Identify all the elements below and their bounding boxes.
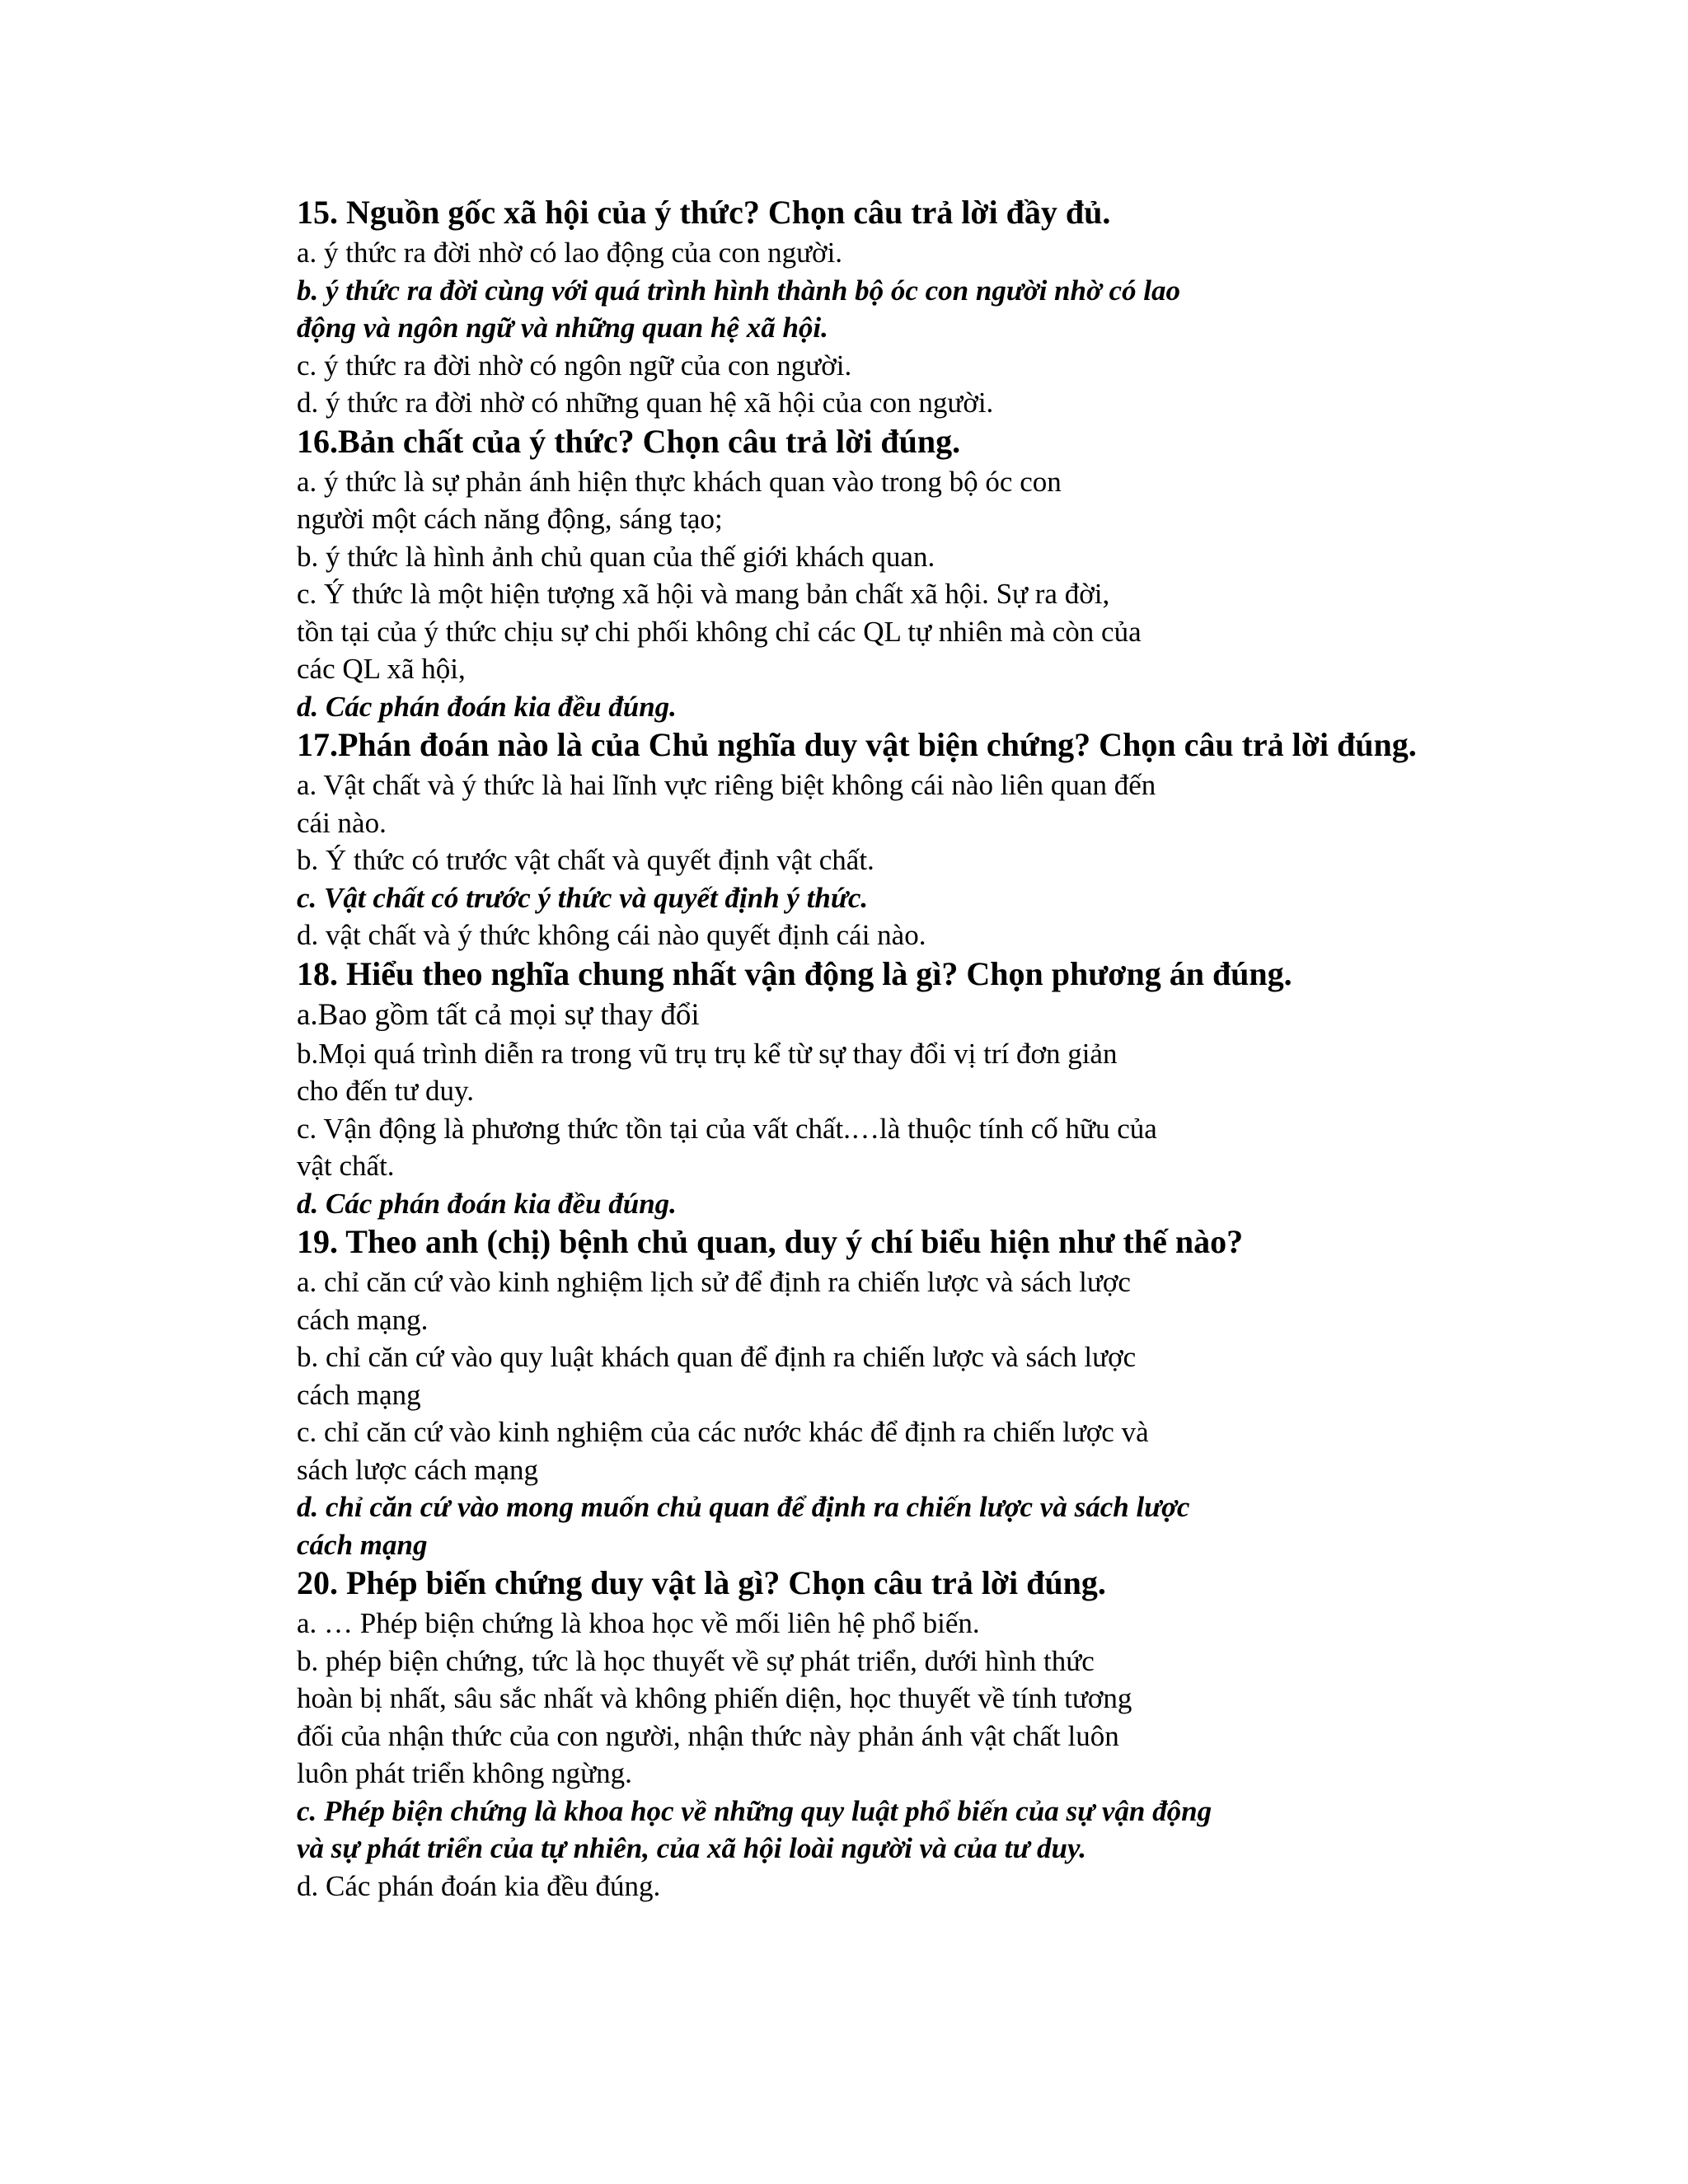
question-17: [297, 725, 1418, 954]
option-text-line: luôn phát triển không ngừng.: [297, 1757, 632, 1789]
answer-option: [297, 1643, 1418, 1793]
option-text-line: b. chỉ căn cứ vào quy luật khách quan để định ra chiến lược và sách lược: [297, 1341, 1137, 1373]
answer-option: [297, 384, 1418, 422]
answer-option-correct: [297, 272, 1418, 347]
option-text-line: cách mạng: [297, 1528, 428, 1561]
answer-option: [297, 916, 1418, 954]
option-text-line: hoàn bị nhất, sâu sắc nhất và không phiến diện, học thuyết về tính tương: [297, 1682, 1132, 1714]
option-text-line: d. vật chất và ý thức không cái nào quyết định cái nào.: [297, 919, 926, 951]
answer-option: [297, 841, 1418, 879]
question-20: [297, 1563, 1418, 1905]
answer-option-correct: [297, 688, 1418, 726]
option-text-line: vật chất.: [297, 1150, 395, 1182]
question-title: 18. Hiểu theo nghĩa chung nhất vận động là gì? Chọn phương án đúng.: [297, 954, 1292, 992]
question-16: [297, 422, 1418, 726]
option-text-line: cho đến tư duy.: [297, 1075, 474, 1107]
option-text-line: b. phép biện chứng, tức là học thuyết về sự phát triển, dưới hình thức: [297, 1644, 1095, 1677]
option-text-line: d. Các phán đoán kia đều đúng.: [297, 1187, 677, 1220]
option-text-line: d. chỉ căn cứ vào mong muốn chủ quan để định ra chiến lược và sách lược: [297, 1491, 1190, 1523]
answer-option: [297, 1263, 1418, 1338]
option-text-line: tồn tại của ý thức chịu sự chi phối không chỉ các QL tự nhiên mà còn của: [297, 615, 1142, 648]
question-19: [297, 1222, 1418, 1563]
option-text-line: c. Vận động là phương thức tồn tại của vất chất.…là thuộc tính cố hữu của: [297, 1112, 1157, 1145]
question-18: [297, 954, 1418, 1223]
answer-option: [297, 996, 1418, 1035]
question-title: 17.Phán đoán nào là của Chủ nghĩa duy vật biện chứng? Chọn câu trả lời đúng.: [297, 726, 1417, 763]
option-text-line: a.Bao gồm tất cả mọi sự thay đổi: [297, 997, 700, 1032]
answer-option: [297, 234, 1418, 272]
option-text-line: b. Ý thức có trước vật chất và quyết định vật chất.: [297, 844, 874, 876]
option-text-line: a. … Phép biện chứng là khoa học về mối liên hệ phổ biến.: [297, 1607, 980, 1639]
question-title: 20. Phép biến chứng duy vật là gì? Chọn câu trả lời đúng.: [297, 1564, 1106, 1601]
option-text-line: cái nào.: [297, 806, 387, 839]
question-list: [297, 193, 1418, 1905]
answer-option-correct: [297, 1488, 1418, 1563]
option-text-line: cách mạng.: [297, 1303, 429, 1336]
option-text-line: c. Vật chất có trước ý thức và quyết định ý thức.: [297, 881, 869, 914]
option-text-line: các QL xã hội,: [297, 653, 466, 685]
option-text-line: a. Vật chất và ý thức là hai lĩnh vực riêng biệt không cái nào liên quan đến: [297, 769, 1156, 801]
answer-option: [297, 538, 1418, 576]
option-text-line: c. chỉ căn cứ vào kinh nghiệm của các nước khác để định ra chiến lược và: [297, 1416, 1149, 1448]
option-text-line: c. Ý thức là một hiện tượng xã hội và mang bản chất xã hội. Sự ra đời,: [297, 578, 1110, 610]
option-text-line: d. Các phán đoán kia đều đúng.: [297, 690, 677, 723]
answer-option: [297, 1035, 1418, 1110]
question-title: 15. Nguồn gốc xã hội của ý thức? Chọn câu trả lời đầy đủ.: [297, 194, 1111, 231]
answer-option: [297, 1605, 1418, 1643]
option-text-line: d. ý thức ra đời nhờ có những quan hệ xã hội của con người.: [297, 387, 994, 419]
answer-option-correct: [297, 1793, 1418, 1868]
question-title: 16.Bản chất của ý thức? Chọn câu trả lời đúng.: [297, 422, 961, 460]
option-text-line: b. ý thức là hình ảnh chủ quan của thế giới khách quan.: [297, 540, 935, 573]
question-title: 19. Theo anh (chị) bệnh chủ quan, duy ý chí biểu hiện như thế nào?: [297, 1223, 1244, 1260]
question-15: [297, 193, 1418, 422]
answer-option: [297, 575, 1418, 688]
option-text-line: người một cách năng động, sáng tạo;: [297, 503, 723, 535]
option-text-line: động và ngôn ngữ và những quan hệ xã hội.: [297, 312, 828, 344]
answer-option: [297, 766, 1418, 841]
option-text-line: a. chỉ căn cứ vào kinh nghiệm lịch sử để định ra chiến lược và sách lược: [297, 1266, 1131, 1298]
option-text-line: cách mạng: [297, 1378, 421, 1411]
option-text-line: b.Mọi quá trình diễn ra trong vũ trụ trụ kể từ sự thay đổi vị trí đơn giản: [297, 1037, 1118, 1070]
option-text-line: c. ý thức ra đời nhờ có ngôn ngữ của con người.: [297, 349, 852, 382]
option-text-line: a. ý thức là sự phản ánh hiện thực khách quan vào trong bộ óc con: [297, 465, 1062, 498]
option-text-line: đối của nhận thức của con người, nhận thức này phản ánh vật chất luôn: [297, 1719, 1119, 1752]
answer-option: [297, 1110, 1418, 1185]
option-text-line: d. Các phán đoán kia đều đúng.: [297, 1869, 661, 1902]
option-text-line: và sự phát triển của tự nhiên, của xã hội loài người và của tư duy.: [297, 1832, 1086, 1864]
option-text-line: a. ý thức ra đời nhờ có lao động của con người.: [297, 237, 843, 269]
answer-option: [297, 1338, 1418, 1413]
answer-option-correct: [297, 879, 1418, 917]
option-text-line: sách lược cách mạng: [297, 1453, 539, 1486]
answer-option: [297, 1868, 1418, 1905]
answer-option: [297, 463, 1418, 538]
option-text-line: b. ý thức ra đời cùng với quá trình hình thành bộ óc con người nhờ có lao: [297, 274, 1181, 307]
answer-option: [297, 347, 1418, 385]
option-text-line: c. Phép biện chứng là khoa học về những quy luật phổ biến của sự vận động: [297, 1794, 1212, 1827]
answer-option-correct: [297, 1185, 1418, 1223]
answer-option: [297, 1413, 1418, 1488]
